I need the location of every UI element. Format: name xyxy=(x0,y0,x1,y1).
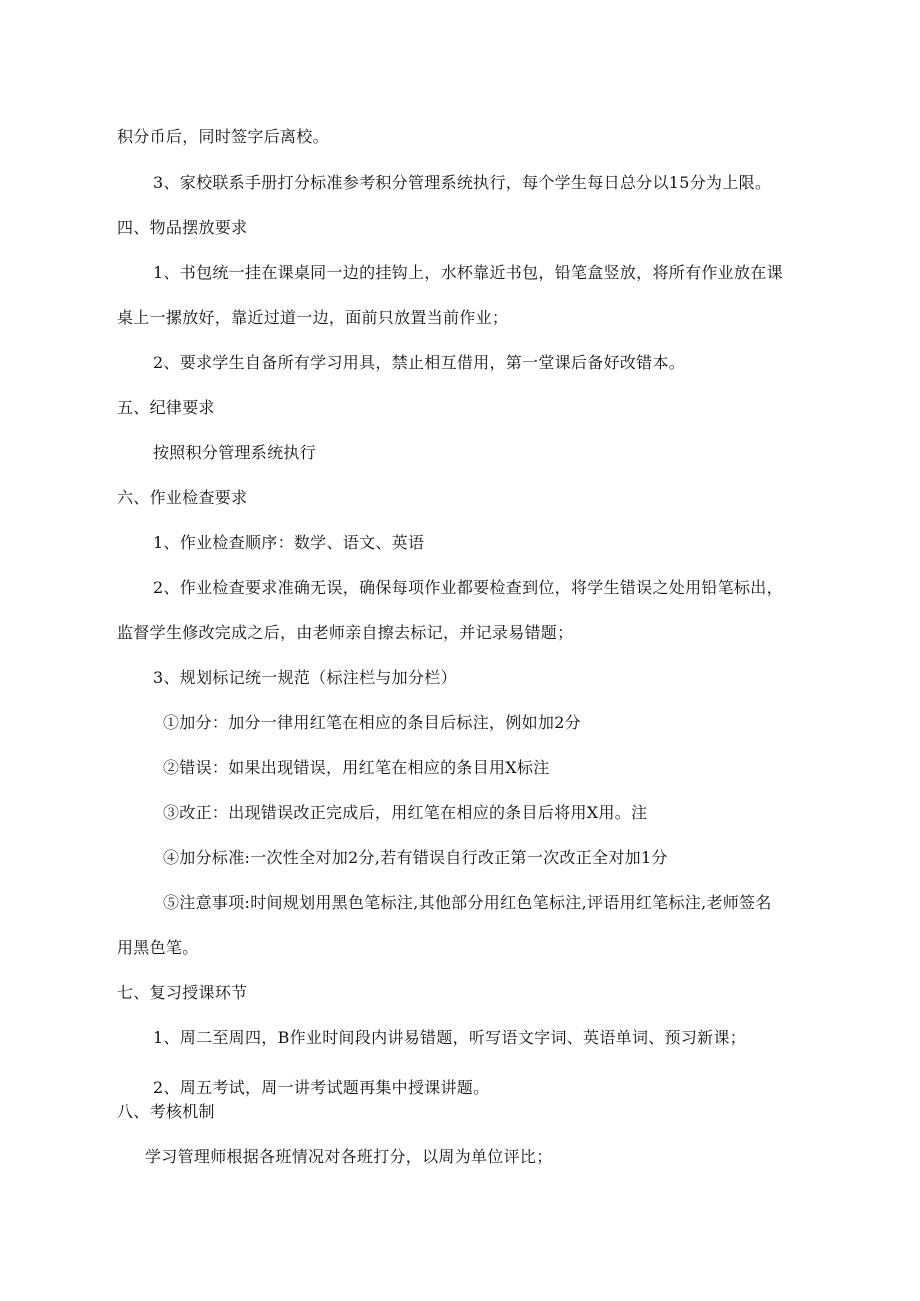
text-line-10: 1、作业检查顺序：数学、语文、英语 xyxy=(153,533,425,552)
text-line-17: ④加分标准:一次性全对加2分,若有错误自行改正第一次改正全对加1分 xyxy=(163,848,668,867)
text-line-15: ②错误：如果出现错误，用红笔在相应的条目用X标注 xyxy=(163,758,550,777)
text-line-04: 1、书包统一挂在课桌同一边的挂钩上，水杯靠近书包，铅笔盒竖放，将所有作业放在课 xyxy=(153,263,783,282)
text-line-02: 3、家校联系手册打分标准参考积分管理系统执行，每个学生每日总分以15分为上限。 xyxy=(153,173,772,192)
text-line-12: 监督学生修改完成之后，由老师亲自擦去标记，并记录易错题； xyxy=(117,623,574,642)
text-line-05: 桌上一摞放好，靠近过道一边，面前只放置当前作业； xyxy=(117,308,509,327)
section-heading-7: 七、复习授课环节 xyxy=(117,983,248,1002)
text-line-21: 1、周二至周四，B作业时间段内讲易错题，听写语文字词、英语单词、预习新课； xyxy=(153,1028,747,1047)
section-heading-5: 五、纪律要求 xyxy=(117,398,215,417)
text-line-18: ⑤注意事项:时间规划用黑色笔标注,其他部分用红色笔标注,评语用红笔标注,老师签名 xyxy=(163,893,772,912)
text-line-14: ①加分：加分一律用红笔在相应的条目后标注，例如加2分 xyxy=(163,713,581,732)
text-line-11: 2、作业检查要求准确无误，确保每项作业都要检查到位，将学生错误之处用铅笔标出， xyxy=(153,578,783,597)
section-heading-6: 六、作业检查要求 xyxy=(117,488,248,507)
text-line-06: 2、要求学生自备所有学习用具，禁止相互借用，第一堂课后备好改错本。 xyxy=(153,353,686,372)
section-heading-4: 四、物品摆放要求 xyxy=(117,218,248,237)
text-line-22: 2、周五考试，周一讲考试题再集中授课讲题。 xyxy=(153,1078,490,1097)
text-line-16: ③改正：出现错误改正完成后，用红笔在相应的条目后将用X用。注 xyxy=(163,803,648,822)
section-heading-8: 八、考核机制 xyxy=(117,1102,215,1121)
text-line-08: 按照积分管理系统执行 xyxy=(153,443,317,462)
text-line-13: 3、规划标记统一规范（标注栏与加分栏） xyxy=(153,668,457,687)
text-line-24: 学习管理师根据各班情况对各班打分，以周为单位评比； xyxy=(145,1147,553,1166)
text-line-01: 积分币后，同时签字后离校。 xyxy=(117,127,329,146)
text-line-19: 用黑色笔。 xyxy=(117,938,199,957)
